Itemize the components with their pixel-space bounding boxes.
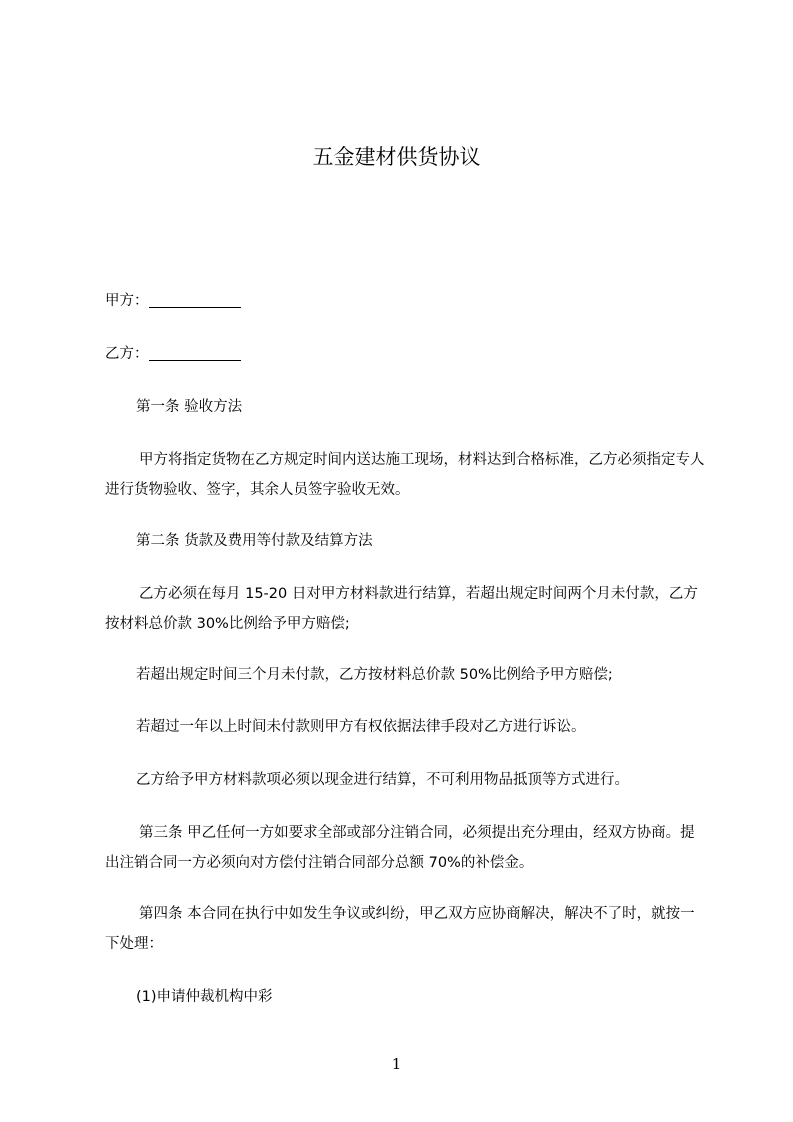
party-b-line xyxy=(105,339,705,369)
party-b-blank xyxy=(149,344,241,361)
article2-body: 乙方必须在每月 15-20 日对甲方材料款进行结算，若超出规定时间两个月未付款，乙方按材料总价款 30%比例给予甲方赔偿; xyxy=(105,586,698,632)
article2-clause2: 若超出规定时间三个月未付款，乙方按材料总价款 50%比例给予甲方赔偿; xyxy=(136,667,613,683)
party-b-label: 乙方： xyxy=(105,346,149,362)
party-a-line xyxy=(105,286,705,316)
article2-clause3: 若超过一年以上时间未付款则甲方有权依据法律手段对乙方进行诉讼。 xyxy=(136,719,586,735)
article4-item1: (1)申请仲裁机构中彩 xyxy=(136,989,273,1005)
article2-clause4: 乙方给予甲方材料款项必须以现金进行结算，不可利用物品抵顶等方式进行。 xyxy=(136,772,629,788)
article1-body: 甲方将指定货物在乙方规定时间内送达施工现场，材料达到合格标准，乙方必须指定专人进行货物验收、签字，其余人员签字验收无效。 xyxy=(105,452,705,498)
party-a-label: 甲方： xyxy=(105,293,149,309)
article1-heading: 第一条 验收方法 xyxy=(136,399,243,415)
page-number: 1 xyxy=(391,1055,402,1073)
party-a-blank xyxy=(149,291,241,308)
article4: 第四条 本合同在执行中如发生争议或纠纷，甲乙双方应协商解决，解决不了时，就按一下处理： xyxy=(105,906,695,952)
document-title: 五金建材供货协议 xyxy=(312,145,481,169)
article2-heading: 第二条 货款及费用等付款及结算方法 xyxy=(136,533,373,549)
article3: 第三条 甲乙任何一方如要求全部或部分注销合同，必须提出充分理由，经双方协商。提出注销合同一方必须向对方偿付注销合同部分总额 70%的补偿金。 xyxy=(105,825,695,871)
